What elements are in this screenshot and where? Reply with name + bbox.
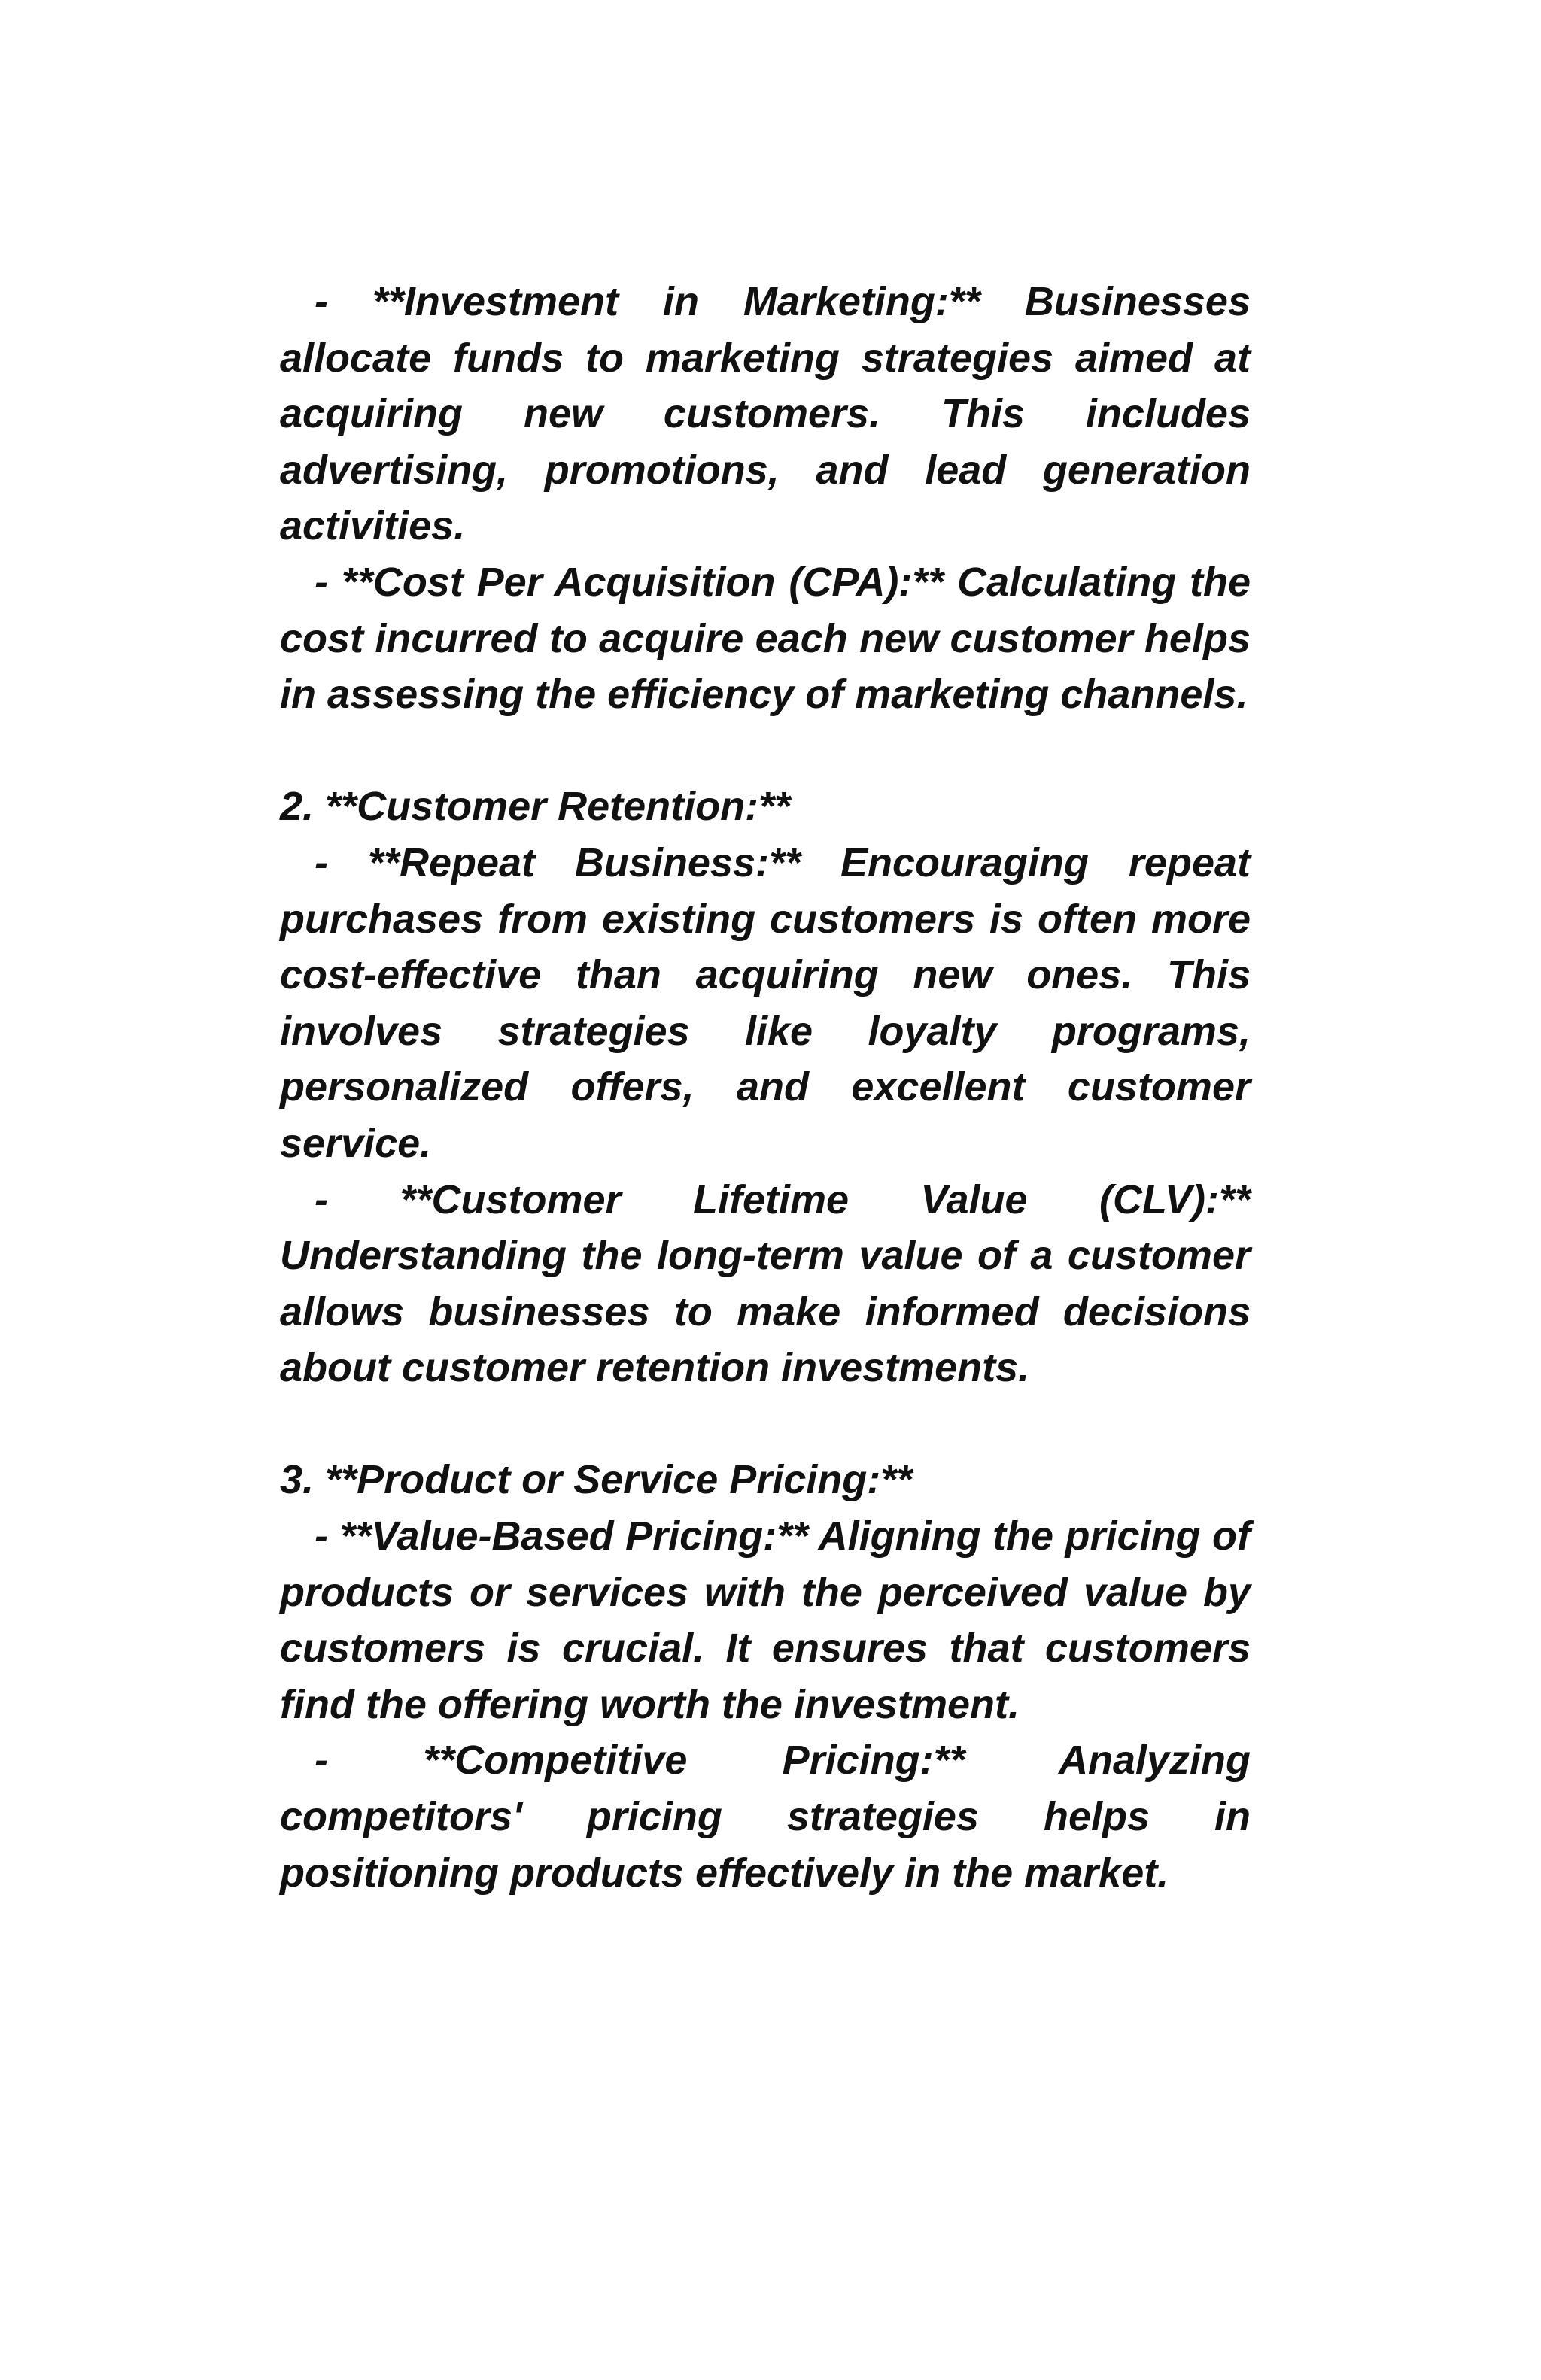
- document-body: [280, 274, 1251, 1901]
- heading-product-or-service-pricing: 3. **Product or Service Pricing:**: [280, 1457, 913, 1503]
- paragraph-competitive-pricing: - **Competitive Pricing:** Analyzing competitors' pricing strategies helps in positioning products effectively in the market.: [280, 1738, 1251, 1896]
- paragraph-repeat-business: - **Repeat Business:** Encouraging repeat purchases from existing customers is often more cost-effective than acquiring new ones. This involves strategies like loyalty programs, personalized offers, and excellent customer service.: [280, 839, 1251, 1166]
- paragraph-value-based-pricing: - **Value-Based Pricing:** Aligning the pricing of products or services with the perceived value by customers is crucial. It ensures that customers find the offering worth the investment.: [280, 1513, 1251, 1727]
- paragraph-cost-per-acquisition: - **Cost Per Acquisition (CPA):** Calculating the cost incurred to acquire each new customer helps in assessing the efficiency of marketing channels.: [280, 559, 1251, 718]
- paragraph-investment-in-marketing: - **Investment in Marketing:** Businesses allocate funds to marketing strategies aimed at acquiring new customers. This includes advertising, promotions, and lead generation activities.: [280, 279, 1251, 549]
- heading-customer-retention: 2. **Customer Retention:**: [280, 784, 791, 830]
- paragraph-customer-lifetime-value: - **Customer Lifetime Value (CLV):** Understanding the long-term value of a customer allows businesses to make informed decisions about customer retention investments.: [280, 1176, 1251, 1391]
